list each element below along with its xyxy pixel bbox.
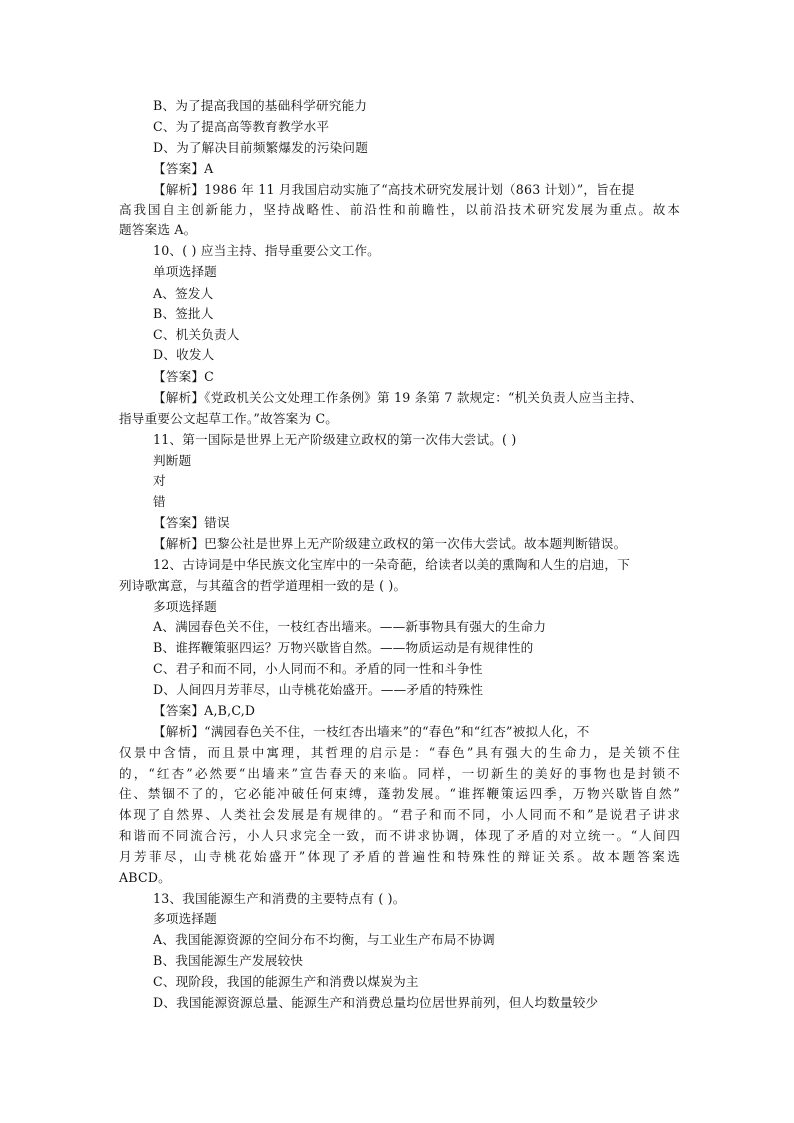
option-b: B、谁挥鞭策驱四运？万物兴歇皆自然。——物质运动是有规律性的 — [153, 640, 534, 655]
answer-line: 【答案】错误 — [153, 515, 230, 530]
answer-line: 【答案】A,B,C,D — [153, 703, 256, 718]
analysis-line: 【解析】《党政机关公文处理工作条例》第 19 条第 7 款规定：“机关负责人应当主持、 — [153, 390, 643, 405]
option-d: D、我国能源资源总量、能源生产和消费总量均位居世界前列，但人均数量较少 — [153, 995, 599, 1010]
answer-line: 【答案】A — [153, 161, 214, 176]
option-a: A、我国能源资源的空间分布不均衡，与工业生产布局不协调 — [153, 932, 495, 947]
option-a: A、满园春色关不住，一枝红杏出墙来。——新事物具有强大的生命力 — [153, 619, 547, 634]
question-type: 单项选择题 — [153, 264, 217, 279]
analysis-line: 住、禁锢不了的，它必能冲破任何束缚，蓬勃发展。“谁挥鞭策运四季，万物兴歇皆自然” — [119, 786, 680, 801]
analysis-line: 月芳菲尽，山寺桃花始盛开”体现了矛盾的普遍性和特殊性的辩证关系。故本题答案选 — [119, 849, 680, 864]
option-c: C、现阶段，我国的能源生产和消费以煤炭为主 — [153, 974, 419, 989]
option-true: 对 — [153, 473, 166, 488]
analysis-line: 仅景中含情，而且景中寓理，其哲理的启示是：“春色”具有强大的生命力，是关锁不住 — [119, 745, 680, 760]
option-d: D、人间四月芳菲尽，山寺桃花始盛开。——矛盾的特殊性 — [153, 682, 484, 697]
question-type: 多项选择题 — [153, 599, 217, 614]
option-c: C、君子和而不同，小人同而不和。矛盾的同一性和斗争性 — [153, 661, 483, 676]
analysis-line: 【解析】“满园春色关不住，一枝红杏出墙来”的“春色”和“红杏”被拟人化，不 — [153, 724, 590, 739]
question-type: 多项选择题 — [153, 911, 217, 926]
analysis-line: 指导重要公文起草工作。”故答案为 C。 — [119, 411, 339, 426]
analysis-line: 的，“红杏”必然要“出墙来”宣告春天的来临。同样，一切新生的美好的事物也是封锁不 — [119, 766, 680, 781]
analysis-line: 和谐而不同流合污，小人只求完全一致，而不讲求协调，体现了矛盾的对立统一。“人间四 — [119, 828, 680, 843]
question-11: 11、第一国际是世界上无产阶级建立政权的第一次伟大尝试。( ) — [153, 432, 517, 447]
option-d: D、收发人 — [153, 347, 215, 362]
analysis-line: 高我国自主创新能力，坚持战略性、前沿性和前瞻性，以前沿技术研究发展为重点。故本 — [119, 202, 680, 217]
analysis-line: 体现了自然界、人类社会发展是有规律的。“君子和而不同，小人同而不和”是说君子讲求 — [119, 807, 680, 822]
option-d: D、为了解决目前频繁爆发的污染问题 — [153, 140, 368, 155]
option-b: B、我国能源生产发展较快 — [153, 953, 304, 968]
analysis-line: 题答案选 A。 — [119, 222, 197, 237]
option-b: B、为了提高我国的基础科学研究能力 — [153, 98, 368, 113]
option-c: C、为了提高高等教育教学水平 — [153, 119, 330, 134]
question-12: 12、古诗词是中华民族文化宝库中的一朵奇葩，给读者以美的熏陶和人生的启迪，下 — [153, 557, 630, 572]
option-c: C、机关负责人 — [153, 327, 240, 342]
question-type: 判断题 — [153, 453, 192, 468]
option-b: B、签批人 — [153, 306, 214, 321]
analysis-line: 【解析】1986 年 11 月我国启动实施了“高技术研究发展计划（863 计划）”，旨在提 — [153, 182, 635, 197]
answer-line: 【答案】C — [153, 369, 215, 384]
analysis-line: 【解析】巴黎公社是世界上无产阶级建立政权的第一次伟大尝试。故本题判断错误。 — [153, 536, 627, 551]
analysis-line: ABCD。 — [119, 870, 171, 885]
option-false: 错 — [153, 494, 166, 509]
question-10: 10、( ) 应当主持、指导重要公文工作。 — [153, 243, 380, 258]
option-a: A、签发人 — [153, 286, 214, 301]
question-13: 13、我国能源生产和消费的主要特点有 ( )。 — [153, 891, 406, 906]
question-12-cont: 列诗歌寓意，与其蕴含的哲学道理相一致的是 ( )。 — [119, 578, 407, 593]
